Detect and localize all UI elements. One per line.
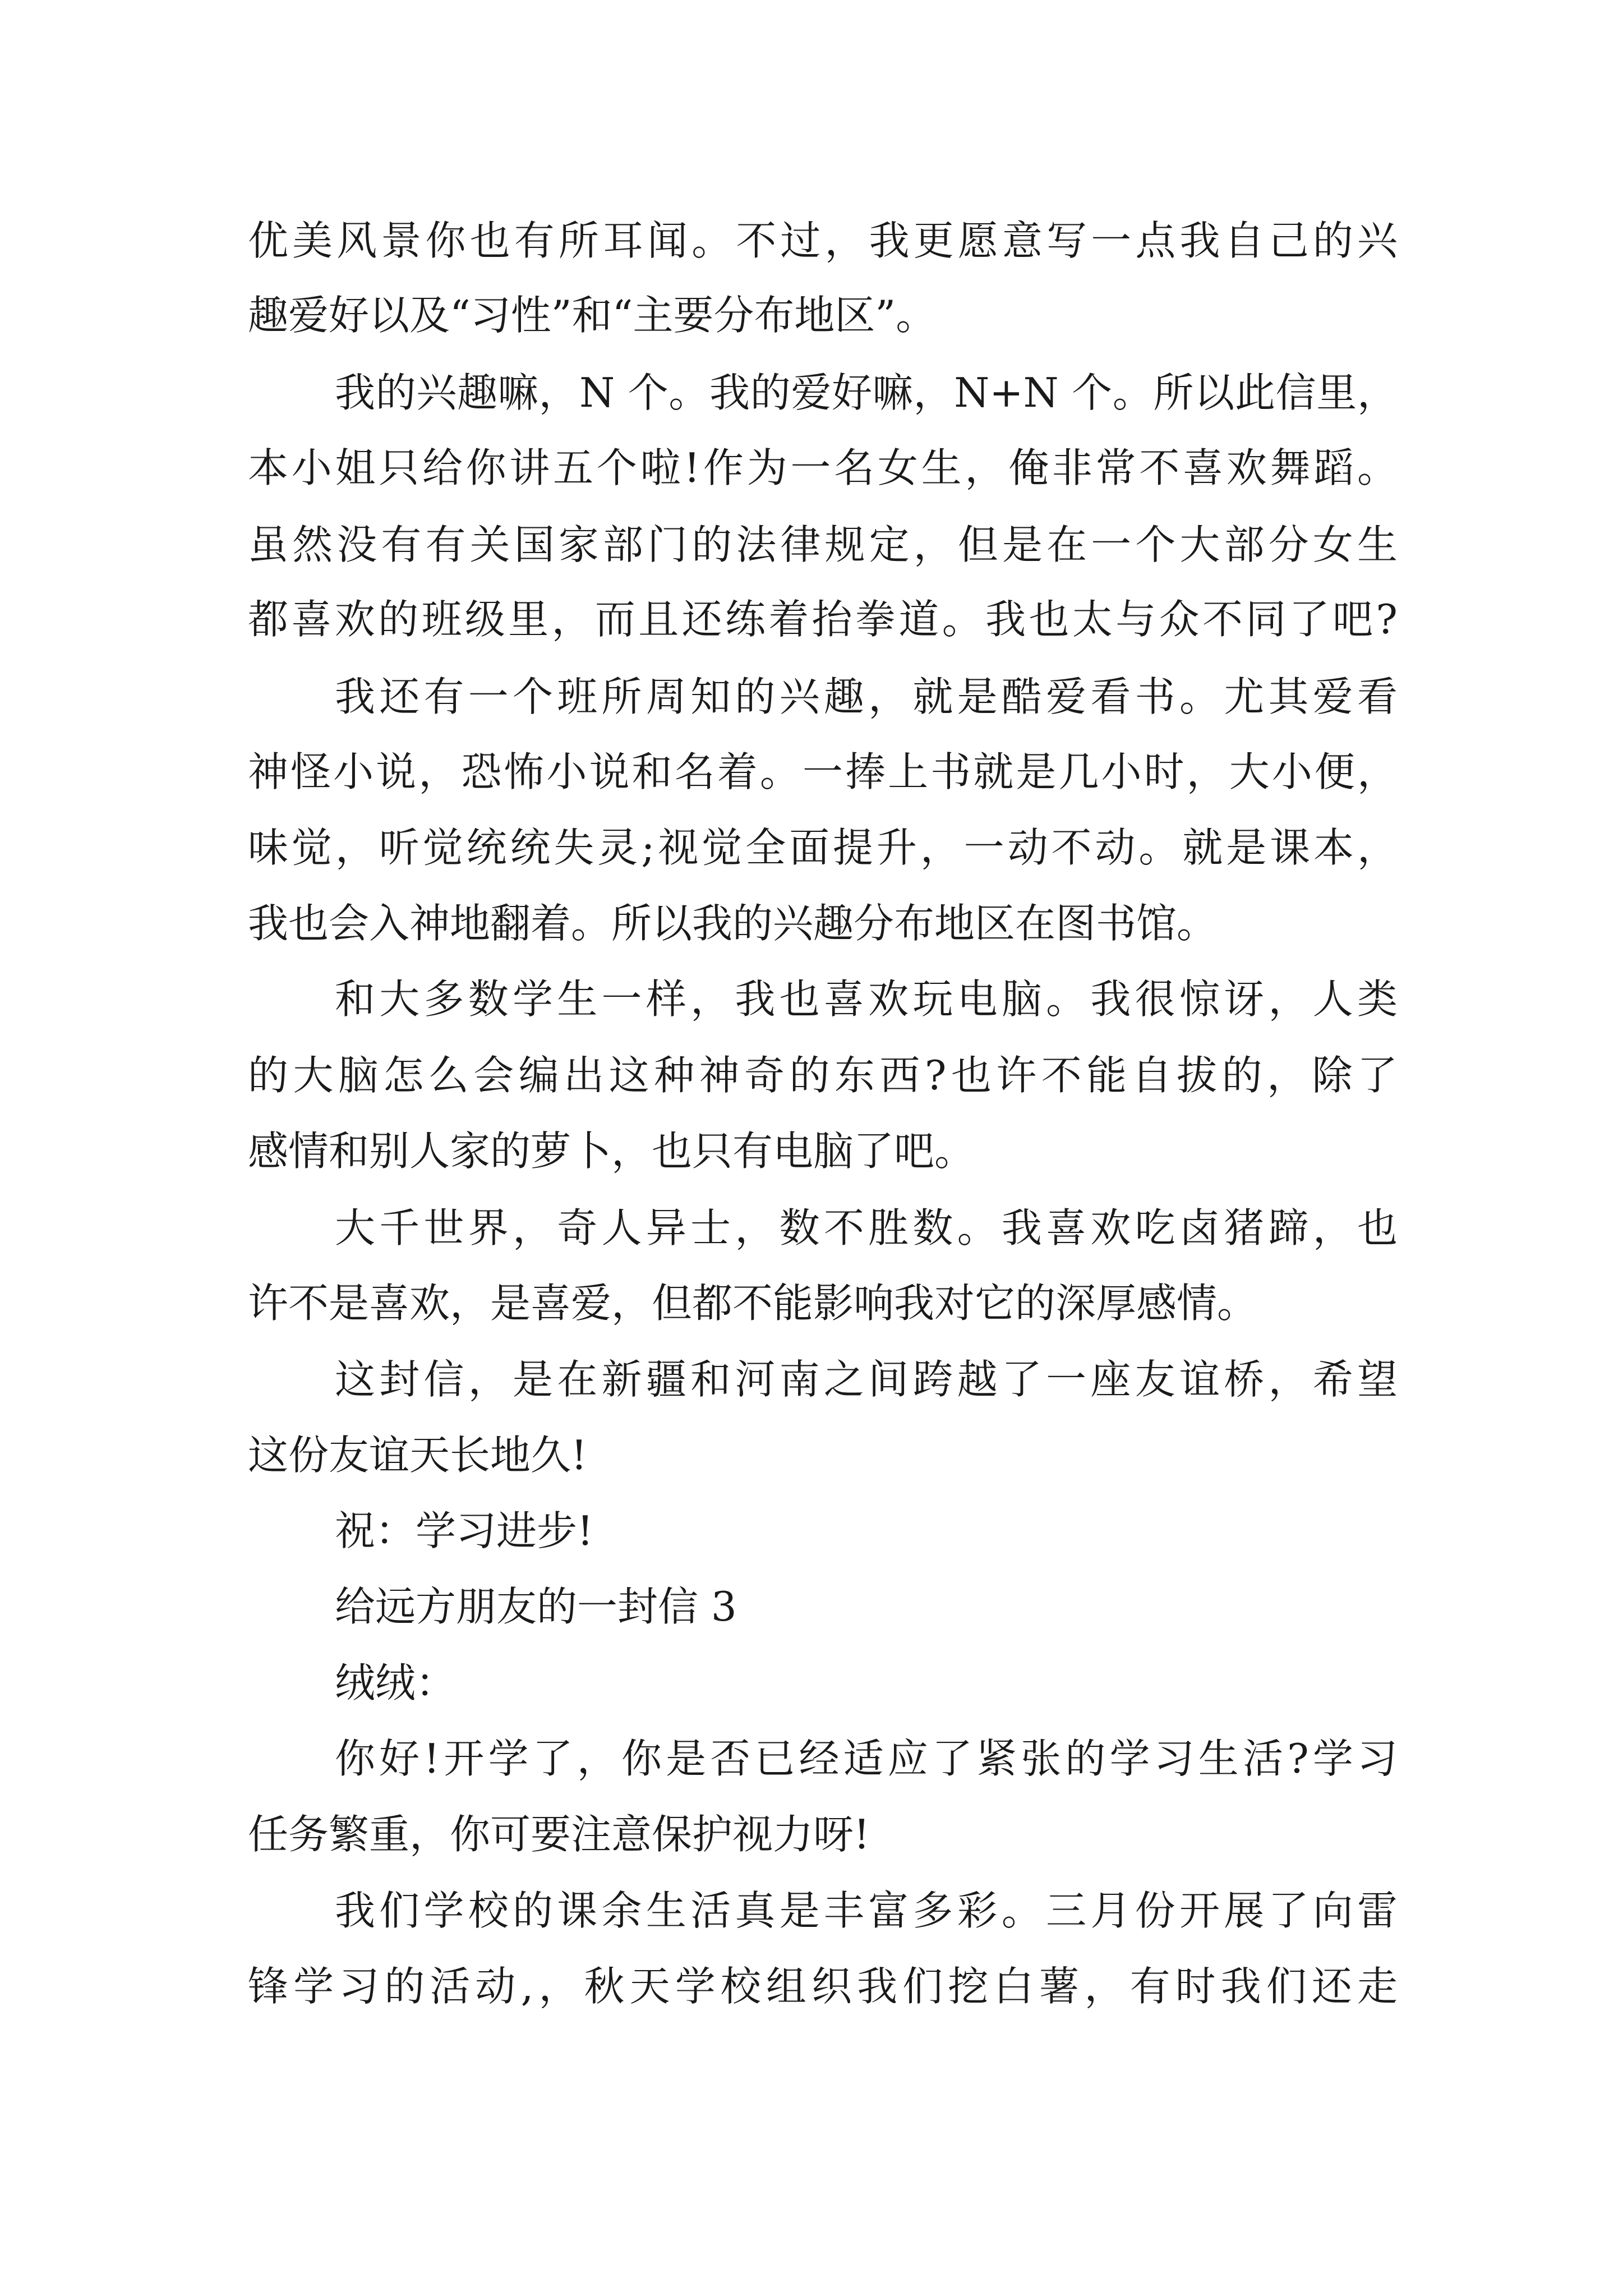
text-line: 我还有一个班所周知的兴趣，就是酷爱看书。尤其爱看 [335,673,1398,720]
text-line: 许不是喜欢，是喜爱，但都不能影响我对它的深厚感情。 [248,1280,1258,1327]
text-line: 和大多数学生一样，我也喜欢玩电脑。我很惊讶，人类 [335,976,1398,1023]
text-line: 味觉，听觉统统失灵;视觉全面提升，一动不动。就是课本， [248,824,1398,871]
text-line: 这份友谊天长地久! [248,1432,587,1479]
text-line: 任务繁重，你可要注意保护视力呀! [248,1811,870,1858]
text-line: 的大脑怎么会编出这种神奇的东西?也许不能自拔的，除了 [248,1052,1398,1099]
text-line: 都喜欢的班级里，而且还练着抬拳道。我也太与众不同了吧? [248,596,1398,643]
text-line: 我们学校的课余生活真是丰富多彩。三月份开展了向雷 [335,1887,1398,1934]
text-line: 神怪小说，恐怖小说和名着。一捧上书就是几小时，大小便， [248,748,1398,795]
text-line: 这封信，是在新疆和河南之间跨越了一座友谊桥，希望 [335,1356,1398,1403]
letter-salutation: 绒绒： [335,1659,457,1706]
text-line: 本小姐只给你讲五个啦!作为一名女生，俺非常不喜欢舞蹈。 [248,444,1398,491]
text-line: 我也会入神地翻着。所以我的兴趣分布地区在图书馆。 [248,900,1218,947]
text-line: 你好!开学了，你是否已经适应了紧张的学习生活?学习 [335,1735,1398,1782]
text-line: 虽然没有有关国家部门的法律规定，但是在一个大部分女生 [248,521,1398,568]
text-line: 我的兴趣嘛，N 个。我的爱好嘛，N+N 个。所以此信里， [335,369,1398,416]
text-line: 大千世界，奇人异士，数不胜数。我喜欢吃卤猪蹄，也 [335,1204,1398,1251]
closing-wish: 祝：学习进步! [335,1507,593,1554]
letter-title: 给远方朋友的一封信 3 [335,1583,737,1630]
text-line: 锋学习的活动,，秋天学校组织我们挖白薯，有时我们还走 [248,1963,1398,2010]
text-line: 优美风景你也有所耳闻。不过，我更愿意写一点我自己的兴 [248,217,1398,264]
text-line: 感情和别人家的萝卜，也只有电脑了吧。 [248,1128,975,1175]
text-line: 趣爱好以及“习性”和“主要分布地区”。 [248,292,937,339]
